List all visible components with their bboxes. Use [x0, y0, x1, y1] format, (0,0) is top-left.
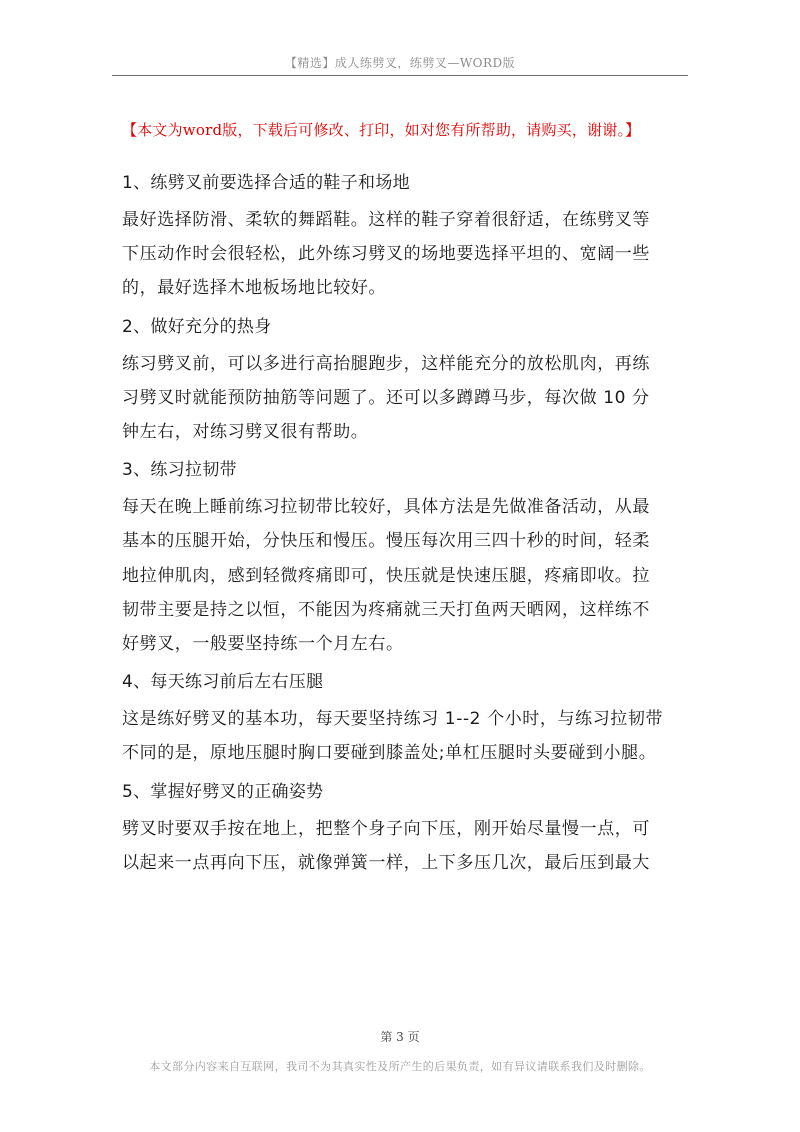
section-3 [122, 453, 688, 665]
section-paragraph [122, 344, 688, 454]
section-5 [122, 775, 688, 884]
section-heading: 5、掌握好劈叉的正确姿势 [122, 781, 324, 802]
paragraph-line: 基本的压腿开始，分快压和慢压。慢压每次用三四十秒的时间，轻柔 [122, 531, 650, 552]
paragraph-line: 每天在晚上睡前练习拉韧带比较好，具体方法是先做准备活动，从最 [122, 497, 650, 518]
section-1 [122, 166, 688, 310]
section-heading: 1、练劈叉前要选择合适的鞋子和场地 [122, 173, 410, 193]
paragraph-line: 练习劈叉前，可以多进行高抬腿跑步，这样能充分的放松肌肉，再练 [122, 353, 650, 374]
page-number: 第 3 页 [380, 1030, 420, 1044]
page-footer-disclaimer: 本文部分内容来自互联网，我司不为其真实性及所产生的后果负责，如有异议请联系我们及时删除。 [149, 1060, 651, 1073]
paragraph-line: 的，最好选择木地板场地比较好。 [122, 278, 386, 299]
section-4 [122, 665, 688, 774]
paragraph-line: 钟左右，对练习劈叉很有帮助。 [122, 422, 369, 443]
download-notice: 【本文为word版，下载后可修改、打印，如对您有所帮助，请购买，谢谢。】 [122, 121, 641, 139]
section-paragraph [122, 200, 688, 310]
paragraph-line: 以起来一点再向下压，就像弹簧一样，上下多压几次，最后压到最大 [122, 852, 650, 873]
paragraph-line: 习劈叉时就能预防抽筋等问题了。还可以多蹲蹲马步，每次做 10 分 [122, 387, 650, 408]
section-paragraph [122, 699, 688, 774]
paragraph-line: 韧带主要是持之以恒，不能因为疼痛就三天打鱼两天晒网，这样练不 [122, 599, 650, 620]
section-heading: 3、练习拉韧带 [122, 460, 237, 481]
paragraph-line: 劈叉时要双手按在地上，把整个身子向下压，刚开始尽量慢一点，可 [122, 818, 650, 839]
paragraph-line: 这是练好劈叉的基本功，每天要坚持练习 1--2 个小时，与练习拉韧带 [122, 709, 664, 730]
page-header: 【精选】成人练劈叉，练劈叉—WORD版 [284, 56, 516, 70]
section-heading: 2、做好充分的热身 [122, 316, 272, 337]
paragraph-line: 好劈叉，一般要坚持练一个月左右。 [122, 634, 404, 655]
section-paragraph [122, 809, 688, 884]
paragraph-line: 最好选择防滑、柔软的舞蹈鞋。这样的鞋子穿着很舒适，在练劈叉等 [122, 210, 650, 230]
section-paragraph [122, 487, 688, 665]
section-heading: 4、每天练习前后左右压腿 [122, 672, 324, 693]
document-body [122, 166, 688, 884]
section-2 [122, 310, 688, 454]
paragraph-line: 下压动作时会很轻松，此外练习劈叉的场地要选择平坦的、宽阔一些 [122, 244, 650, 265]
paragraph-line: 地拉伸肌肉，感到轻微疼痛即可，快压就是快速压腿，疼痛即收。拉 [122, 565, 650, 586]
header-divider [112, 75, 688, 76]
paragraph-line: 不同的是，原地压腿时胸口要碰到膝盖处;单杠压腿时头要碰到小腿。 [122, 743, 657, 764]
